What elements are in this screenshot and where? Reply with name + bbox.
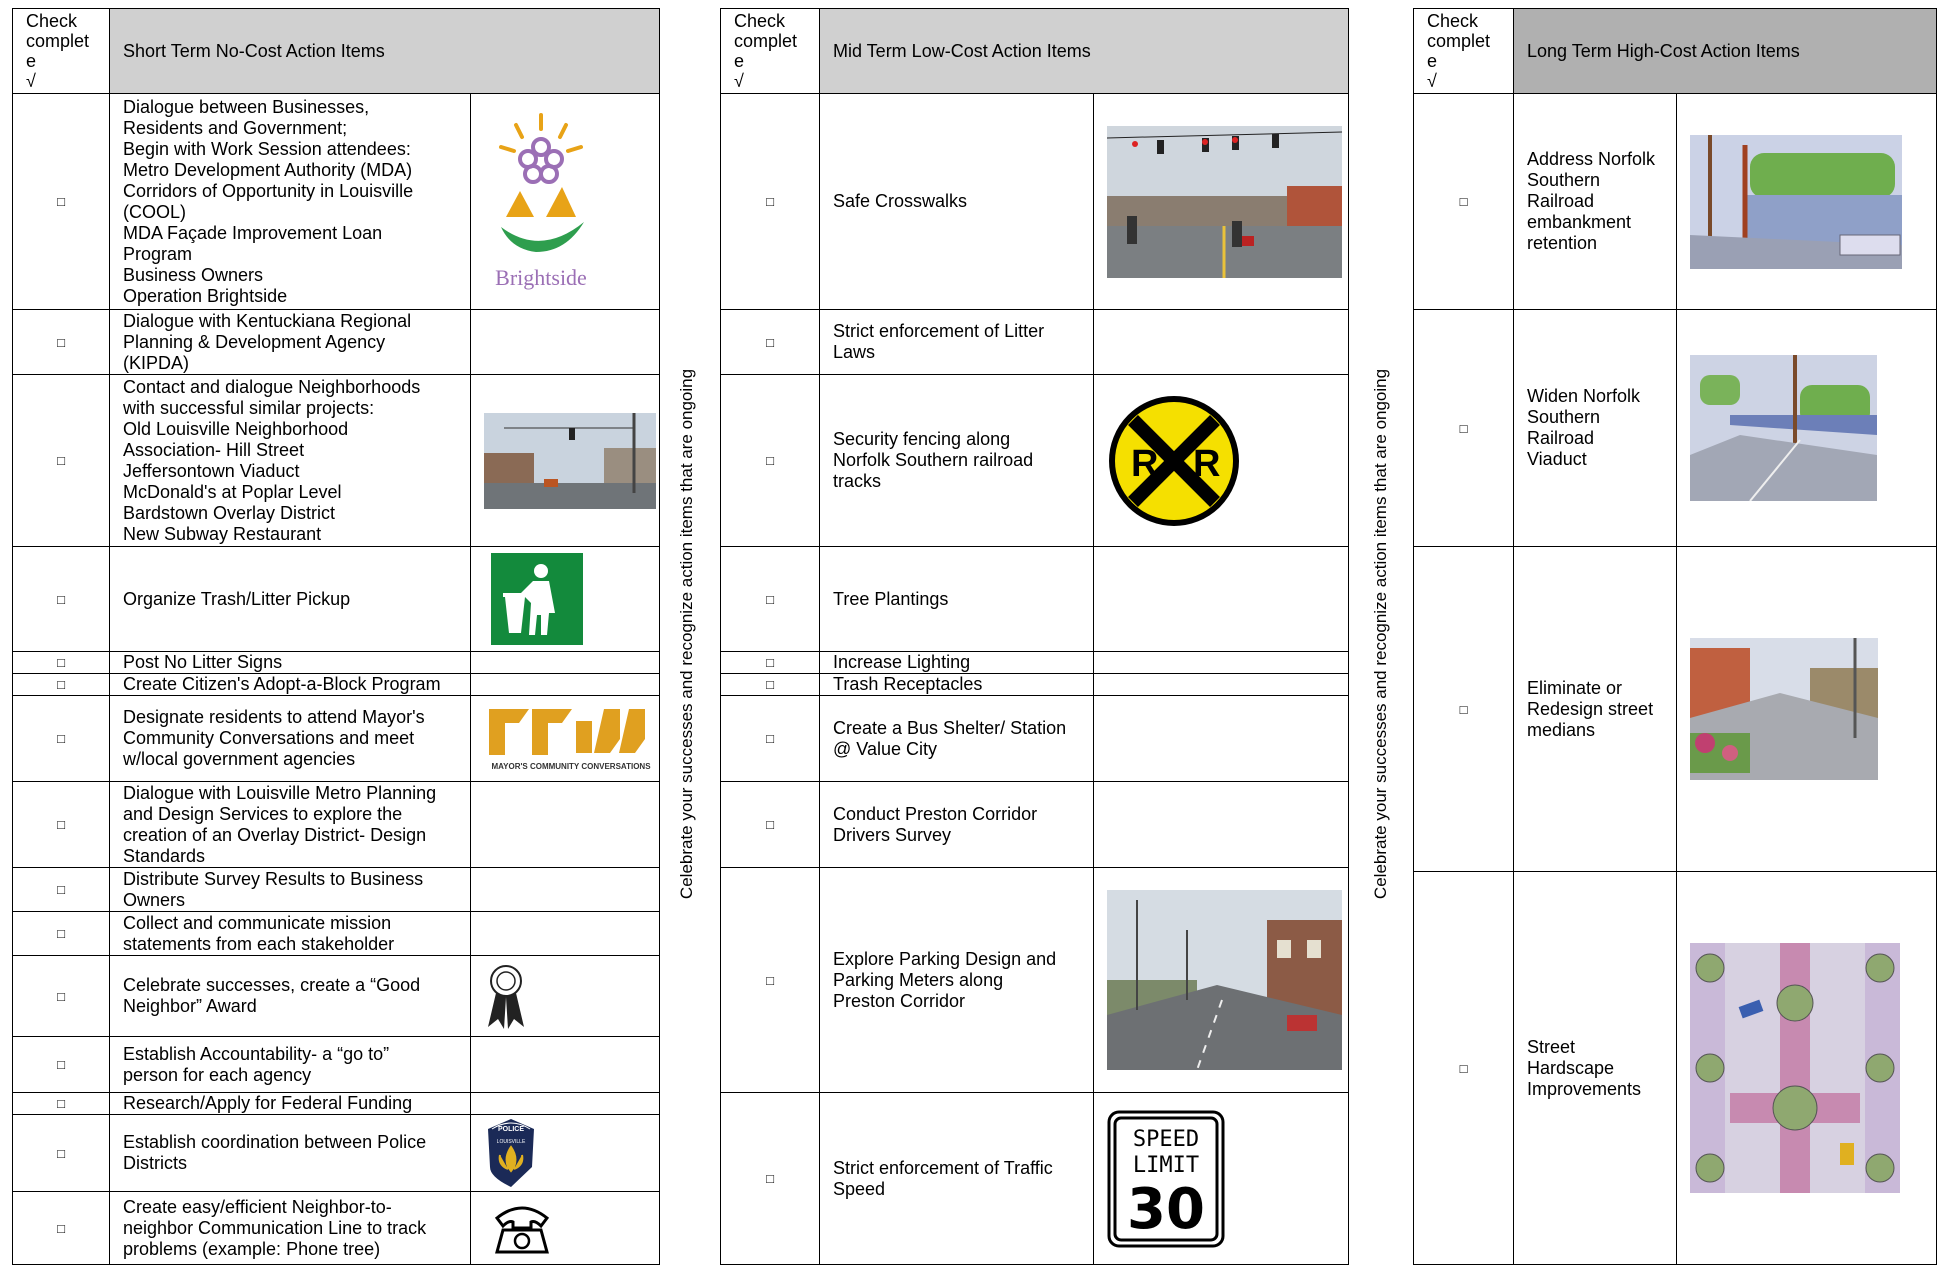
street-parking-photo [1094,868,1349,1093]
mid-item-8: Conduct Preston Corridor Drivers Survey [820,782,1094,868]
empty-cell [471,912,660,956]
mid-item-6: Trash Receptacles [820,674,1094,696]
long-term-table [1413,8,1937,1265]
empty-cell [471,674,660,696]
embankment-sketch [1677,94,1937,310]
checkbox[interactable]: □ [721,375,820,547]
hardscape-plan-sketch [1677,872,1937,1265]
mid-item-10: Strict enforcement of Traffic Speed [820,1093,1094,1265]
short-item-10: Collect and communicate mission statements from each stakeholder [110,912,471,956]
checkbox[interactable]: □ [721,94,820,310]
check-complete-header: Check complet e √ [721,9,820,94]
checkbox[interactable]: □ [1414,872,1514,1265]
checkbox[interactable]: □ [721,652,820,674]
police-badge-icon [471,1115,660,1192]
checkbox[interactable]: □ [721,782,820,868]
crosswalk-photo [1094,94,1349,310]
checkbox[interactable]: □ [1414,310,1514,547]
checkbox[interactable]: □ [13,868,110,912]
short-item-15: Create easy/efficient Neighbor-to- neighbor Communication Line to track problems (example: Phone tree) [110,1192,471,1265]
checkbox[interactable]: □ [721,1093,820,1265]
short-item-2: Dialogue with Kentuckiana Regional Planning & Development Agency (KIPDA) [110,310,471,375]
empty-cell [471,868,660,912]
short-item-13: Research/Apply for Federal Funding [110,1093,471,1115]
speed-sign-l1: SPEED [1132,1126,1200,1152]
checkbox[interactable]: □ [13,652,110,674]
long-item-1: Address Norfolk Southern Railroad embankment retention [1514,94,1677,310]
checkbox[interactable]: □ [13,674,110,696]
empty-cell [471,310,660,375]
checkbox[interactable]: □ [13,1093,110,1115]
police-logo-top: POLICE [497,1126,525,1133]
long-item-3: Eliminate or Redesign street medians [1514,547,1677,872]
mid-item-4: Tree Plantings [820,547,1094,652]
checkbox[interactable]: □ [13,1192,110,1265]
mid-item-2: Strict enforcement of Litter Laws [820,310,1094,375]
long-item-4: Street Hardscape Improvements [1514,872,1677,1265]
empty-cell [1094,547,1349,652]
trash-bin-icon [471,547,660,652]
short-item-12: Establish Accountability- a “go to” person for each agency [110,1037,471,1093]
short-term-header: Short Term No-Cost Action Items [110,9,660,94]
empty-cell [1094,674,1349,696]
brightside-logo [471,94,660,310]
checkbox[interactable]: □ [13,375,110,547]
celebrate-note-1: Celebrate your successes and recognize action items that are ongoing [677,368,696,900]
speed-sign-l2: LIMIT [1132,1152,1200,1178]
short-item-1: Dialogue between Businesses, Residents and Government; Begin with Work Session attendees: Metro Development Authority (MDA) Corridors of Opportunity in Louisville (COOL) MDA Façade Improvement Loan Program Business Owners Operation Brightside [110,94,471,310]
checkbox[interactable]: □ [13,912,110,956]
railroad-crossing-sign-icon [1094,375,1349,547]
short-term-table [12,8,660,1265]
checkbox[interactable]: □ [13,1037,110,1093]
mid-term-table [720,8,1349,1265]
check-complete-header: Check complet e √ [1414,9,1514,94]
checkbox[interactable]: □ [13,956,110,1037]
short-item-5: Post No Litter Signs [110,652,471,674]
checkbox[interactable]: □ [1414,547,1514,872]
viaduct-sketch [1677,310,1937,547]
brightside-logo-text: Brightside [495,264,587,290]
empty-cell [471,1037,660,1093]
checkbox[interactable]: □ [721,696,820,782]
mayors-logo-text: MAYOR'S COMMUNITY CONVERSATIONS [491,761,651,771]
mid-term-header: Mid Term Low-Cost Action Items [820,9,1349,94]
checkbox[interactable]: □ [1414,94,1514,310]
empty-cell [1094,782,1349,868]
award-ribbon-icon [471,956,660,1037]
police-logo-mid: LOUISVILLE [496,1139,526,1145]
mid-item-9: Explore Parking Design and Parking Meters along Preston Corridor [820,868,1094,1093]
short-item-3: Contact and dialogue Neighborhoods with successful similar projects: Old Louisville Neighborhood Association- Hill Street Jeffersontown Viaduct McDonald's at Poplar Level Bardstown Overlay District New Subway Restaurant [110,375,471,547]
checkbox[interactable]: □ [721,310,820,375]
mid-item-7: Create a Bus Shelter/ Station @ Value City [820,696,1094,782]
mid-item-5: Increase Lighting [820,652,1094,674]
empty-cell [1094,310,1349,375]
checkbox[interactable]: □ [13,696,110,782]
street-median-sketch [1677,547,1937,872]
short-item-6: Create Citizen's Adopt-a-Block Program [110,674,471,696]
long-item-2: Widen Norfolk Southern Railroad Viaduct [1514,310,1677,547]
short-item-9: Distribute Survey Results to Business Owners [110,868,471,912]
checkbox[interactable]: □ [13,1115,110,1192]
empty-cell [471,782,660,868]
check-complete-header: Check complet e √ [13,9,110,94]
celebrate-note-2: Celebrate your successes and recognize action items that are ongoing [1371,368,1390,900]
rr-sign-left: R [1131,442,1159,485]
empty-cell [1094,652,1349,674]
checkbox[interactable]: □ [721,868,820,1093]
empty-cell [471,1093,660,1115]
checkbox[interactable]: □ [721,547,820,652]
checkbox[interactable]: □ [13,547,110,652]
street-photo [471,375,660,547]
long-term-header: Long Term High-Cost Action Items [1514,9,1937,94]
checkbox[interactable]: □ [13,310,110,375]
empty-cell [471,652,660,674]
mid-item-1: Safe Crosswalks [820,94,1094,310]
empty-cell [1094,696,1349,782]
checkbox[interactable]: □ [13,94,110,310]
speed-sign-l3: 30 [1127,1176,1205,1242]
short-item-11: Celebrate successes, create a “Good Neighbor” Award [110,956,471,1037]
short-item-7: Designate residents to attend Mayor's Community Conversations and meet w/local government agencies [110,696,471,782]
mayors-conversations-logo [471,696,660,782]
checkbox[interactable]: □ [721,674,820,696]
checkbox[interactable]: □ [13,782,110,868]
speed-limit-sign-icon [1094,1093,1349,1265]
rr-sign-right: R [1193,442,1221,485]
short-item-14: Establish coordination between Police Districts [110,1115,471,1192]
telephone-icon [471,1192,660,1265]
mid-item-3: Security fencing along Norfolk Southern railroad tracks [820,375,1094,547]
short-item-4: Organize Trash/Litter Pickup [110,547,471,652]
short-item-8: Dialogue with Louisville Metro Planning and Design Services to explore the creation of an Overlay District- Design Standards [110,782,471,868]
